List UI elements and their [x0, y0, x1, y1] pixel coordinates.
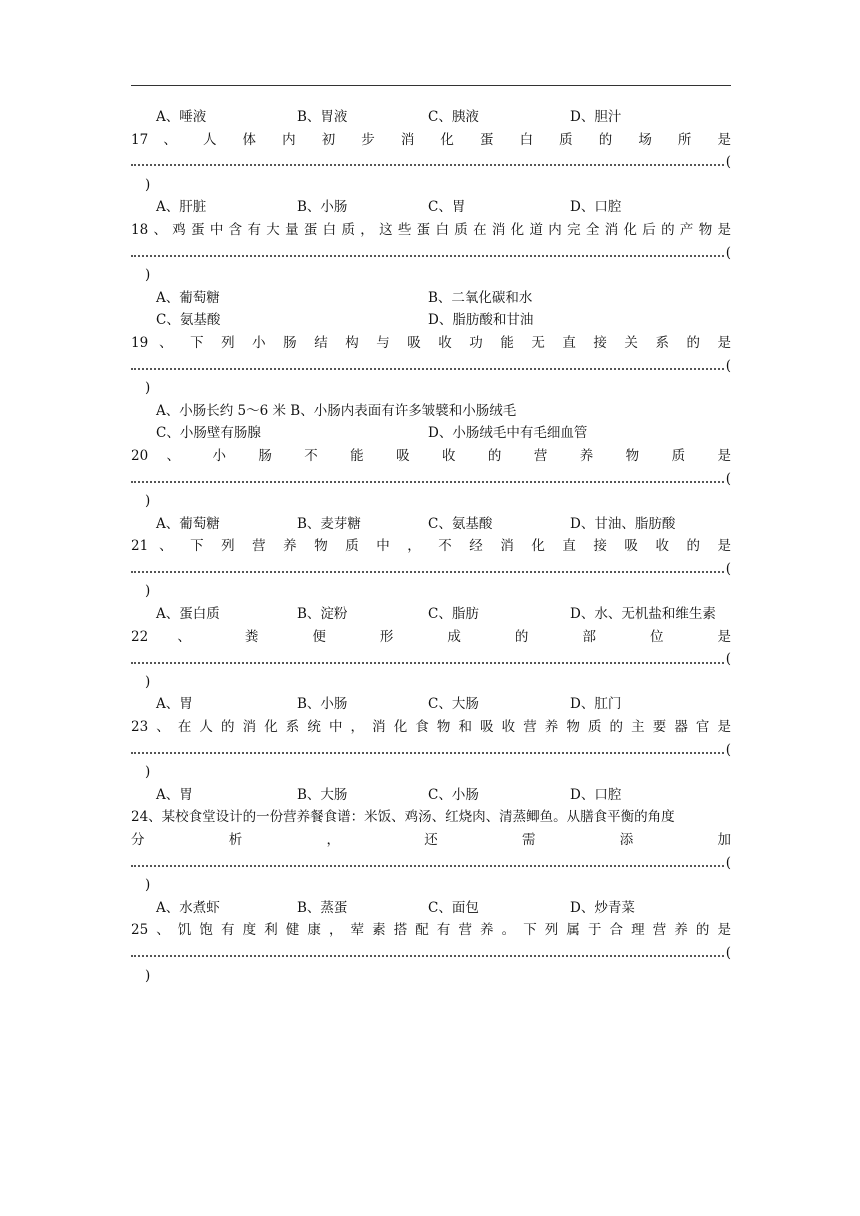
q18-option-a[interactable]: A、葡萄糖	[156, 289, 220, 306]
q22-option-a[interactable]: A、胃	[156, 696, 193, 713]
q23-option-d[interactable]: D、口腔	[570, 786, 622, 803]
q18-options-row1	[131, 287, 731, 310]
q21-option-c[interactable]: C、脂肪	[428, 606, 479, 623]
q18-stem: 18、鸡蛋中含有大量蛋白质，这些蛋白质在消化道内完全消化后的产物是	[131, 221, 731, 238]
open-paren: (	[725, 944, 731, 961]
q18-option-c[interactable]: C、氨基酸	[156, 312, 221, 329]
close-paren: )	[145, 673, 151, 690]
q22-stem: 22 、 粪 便 形 成 的 部 位 是	[131, 628, 731, 645]
q24-stem-line2: 分 析 ， 还 需 添 加	[131, 832, 731, 848]
dotted-leader	[131, 955, 724, 957]
q21-option-d[interactable]: D、水、无机盐和维生素	[570, 606, 716, 623]
dotted-leader	[131, 865, 724, 867]
q23-option-c[interactable]: C、小肠	[428, 786, 479, 803]
dotted-leader	[131, 368, 724, 370]
close-paren: )	[145, 583, 151, 600]
header-rule	[131, 85, 731, 86]
q21-answer-blank[interactable]	[131, 558, 731, 581]
q20-option-d[interactable]: D、甘油、脂肪酸	[570, 515, 676, 532]
dotted-leader	[131, 481, 724, 483]
q20-option-a[interactable]: A、葡萄糖	[156, 515, 220, 532]
q20-option-b[interactable]: B、麦芽糖	[297, 515, 361, 532]
open-paren: (	[725, 357, 731, 374]
q19-option-ab[interactable]: A、小肠长约 5～6 米 B、小肠内表面有许多皱襞和小肠绒毛	[156, 402, 517, 419]
q16-options	[131, 106, 731, 129]
q16-option-b[interactable]: B、胃液	[297, 109, 348, 125]
q24-answer-blank[interactable]	[131, 852, 731, 875]
q18-answer-blank[interactable]	[131, 242, 731, 265]
q17-option-a[interactable]: A、肝脏	[156, 199, 207, 216]
q17-option-b[interactable]: B、小肠	[297, 199, 348, 216]
q17-option-d[interactable]: D、口腔	[570, 199, 622, 216]
q20-options	[131, 513, 731, 536]
q19-options-row2	[131, 422, 731, 445]
q22-options	[131, 693, 731, 716]
open-paren: (	[725, 651, 731, 668]
close-paren: )	[145, 877, 151, 894]
q21-option-b[interactable]: B、淀粉	[297, 606, 348, 623]
q19-stem: 19 、 下 列 小 肠 结 构 与 吸 收 功 能 无 直 接 关 系 的 是	[131, 334, 731, 351]
q24-stem-line1: 24、某校食堂设计的一份营养餐食谱：米饭、鸡汤、红烧肉、清蒸鲫鱼。从膳食平衡的角度	[131, 809, 675, 826]
q18-options-row2	[131, 309, 731, 332]
q25-stem: 25、饥饱有度利健康，荤素搭配有营养。下列属于合理营养的是	[131, 922, 731, 939]
q19-answer-blank[interactable]	[131, 355, 731, 378]
open-paren: (	[725, 154, 731, 171]
close-paren: )	[145, 267, 151, 284]
close-paren: )	[145, 176, 151, 193]
q24-option-b[interactable]: B、蒸蛋	[297, 899, 348, 916]
q23-option-b[interactable]: B、大肠	[297, 786, 348, 803]
q20-option-c[interactable]: C、氨基酸	[428, 515, 493, 532]
q25-answer-blank[interactable]	[131, 942, 731, 965]
q20-stem: 20 、 小 肠 不 能 吸 收 的 营 养 物 质 是	[131, 447, 731, 464]
q19-option-c[interactable]: C、小肠壁有肠腺	[156, 425, 261, 442]
open-paren: (	[725, 741, 731, 758]
q22-option-c[interactable]: C、大肠	[428, 696, 479, 713]
close-paren: )	[145, 764, 151, 781]
q16-option-c[interactable]: C、胰液	[428, 109, 479, 125]
q19-option-d[interactable]: D、小肠绒毛中有毛细血管	[428, 425, 588, 442]
q23-answer-blank[interactable]	[131, 739, 731, 762]
q21-option-a[interactable]: A、蛋白质	[156, 606, 220, 623]
open-paren: (	[725, 560, 731, 577]
q20-answer-blank[interactable]	[131, 468, 731, 491]
q22-answer-blank[interactable]	[131, 648, 731, 671]
q18-option-b[interactable]: B、二氧化碳和水	[428, 289, 533, 306]
q19-options-row1	[131, 400, 731, 423]
q21-stem: 21 、 下 列 营 养 物 质 中 ， 不 经 消 化 直 接 吸 收 的 是	[131, 538, 731, 555]
q23-options	[131, 784, 731, 807]
open-paren: (	[725, 244, 731, 261]
dotted-leader	[131, 571, 724, 573]
dotted-leader	[131, 255, 724, 257]
q16-option-a[interactable]: A、唾液	[156, 109, 207, 125]
q18-option-d[interactable]: D、脂肪酸和甘油	[428, 312, 534, 329]
close-paren: )	[145, 380, 151, 397]
dotted-leader	[131, 662, 724, 664]
dotted-leader	[131, 752, 724, 754]
q21-options	[131, 603, 731, 626]
open-paren: (	[725, 854, 731, 871]
q24-option-c[interactable]: C、面包	[428, 899, 479, 916]
question-list	[131, 106, 731, 987]
q17-answer-blank[interactable]	[131, 151, 731, 174]
dotted-leader	[131, 164, 724, 166]
q23-stem: 23、在人的消化系统中，消化食物和吸收营养物质的主要器官是	[131, 719, 731, 736]
q22-option-d[interactable]: D、肛门	[570, 696, 622, 713]
q24-option-a[interactable]: A、水煮虾	[156, 899, 220, 916]
close-paren: )	[145, 493, 151, 510]
q17-stem: 17 、 人 体 内 初 步 消 化 蛋 白 质 的 场 所 是	[131, 131, 731, 148]
q17-options	[131, 196, 731, 219]
close-paren: )	[145, 967, 151, 984]
q22-option-b[interactable]: B、小肠	[297, 696, 348, 713]
q17-option-c[interactable]: C、胃	[428, 199, 466, 216]
q16-option-d[interactable]: D、胆汁	[570, 109, 622, 125]
open-paren: (	[725, 470, 731, 487]
q24-option-d[interactable]: D、炒青菜	[570, 899, 635, 916]
q23-option-a[interactable]: A、胃	[156, 786, 193, 803]
q24-options	[131, 897, 731, 920]
